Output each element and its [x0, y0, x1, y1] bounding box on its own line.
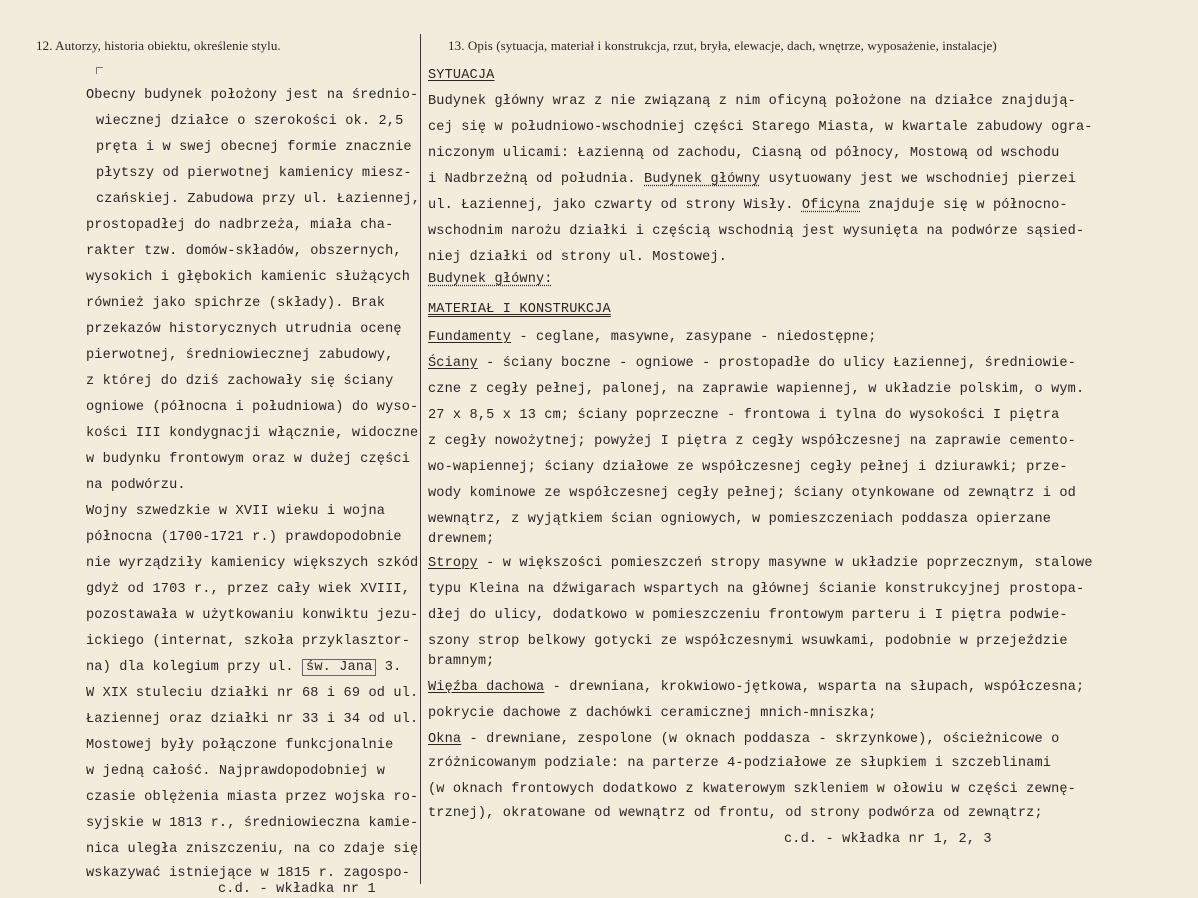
history-line: prostopadłej do nadbrzeża, miała cha-: [86, 218, 394, 233]
description-line: wschodnim narożu działki i częścią wschodnią jest wysunięta na podwórze sąsied-: [428, 224, 1085, 239]
history-line: północna (1700-1721 r.) prawdopodobnie: [86, 530, 402, 545]
description-line: 27 x 8,5 x 13 cm; ściany poprzeczne - frontowa i tylna do wysokości I piętra: [428, 408, 1060, 423]
material-heading: MATERIAŁ I KONSTRUKCJA: [428, 302, 611, 317]
description-line: czne z cegły pełnej, palonej, na zaprawie wapiennej, w układzie polskim, o wym.: [428, 382, 1085, 397]
history-line: Wojny szwedzkie w XVII wieku i wojna: [86, 504, 386, 519]
description-text-run: - drewniane, zespolone (w oknach poddasza - skrzynkowe), ościeżnicowe o: [469, 732, 1060, 747]
column-divider: [420, 34, 421, 884]
description-line: szony strop belkowy gotycki ze współczesnymi wsuwkami, podobnie w przejeździe: [428, 634, 1068, 649]
budynek-glowny-label: Budynek główny: [644, 172, 761, 187]
history-line: czasie oblężenia miasta przez wojska ro-: [86, 790, 419, 805]
description-text-run: usytuowany jest we wschodniej pierzei: [768, 172, 1077, 187]
description-text-run: i Nadbrzeżną od południa.: [428, 172, 636, 187]
history-line: kości III kondygnacji włącznie, widoczne: [86, 426, 419, 441]
history-line: syjskie w 1813 r., średniowieczna kamie-: [86, 816, 419, 831]
description-line: [428, 356, 1076, 372]
description-line: (w oknach frontowych dodatkowo z kwaterowym szkleniem w ołowiu w części zewnę-: [428, 782, 1076, 797]
description-line: niej działki od strony ul. Mostowej.: [428, 250, 728, 265]
history-line: gdyż od 1703 r., przez cały wiek XVIII,: [86, 582, 410, 597]
description-line: trznej), okratowane od wewnątrz od frontu, od strony podwórza od zewnątrz;: [428, 806, 1043, 821]
history-line: czańskiej. Zabudowa przy ul. Łaziennej,: [96, 192, 420, 207]
history-line: pozostawała w użytkowaniu konwiktu jezu-: [86, 608, 419, 623]
description-text-run: - ściany boczne - ogniowe - prostopadłe do ulicy Łaziennej, średniowie-: [486, 356, 1077, 371]
description-line: [428, 680, 1084, 696]
right-continuation-note: c.d. - wkładka nr 1, 2, 3: [784, 832, 992, 847]
history-line: z której do dziś zachowały się ściany: [86, 374, 394, 389]
description-line: wody kominowe ze współczesnej cegły pełnej; ściany otynkowane od zewnątrz i od: [428, 486, 1076, 501]
history-line: Mostowej były połączone funkcjonalnie: [86, 738, 394, 753]
fundamenty-label: Fundamenty: [428, 330, 512, 345]
description-line: z cegły nowożytnej; powyżej I piętra z cegły współczesnej na zaprawie cemento-: [428, 434, 1076, 449]
okna-label: Okna: [428, 732, 462, 747]
history-line: pręta i w swej obecnej formie znacznie: [96, 140, 412, 155]
stropy-label: Stropy: [428, 556, 478, 571]
history-line: płytszy od pierwotnej kamienicy miesz-: [96, 166, 412, 181]
history-line: w budynku frontowym oraz w dużej części: [86, 452, 410, 467]
description-text-run: znajduje się w północno-: [868, 198, 1068, 213]
left-continuation-note: c.d. - wkładka nr 1: [218, 882, 376, 897]
description-text-run: - w większości pomieszczeń stropy masywne w układzie poprzecznym, stalowe: [486, 556, 1093, 571]
history-line: również jako spichrze (składy). Brak: [86, 296, 386, 311]
description-line: [428, 732, 1059, 748]
oficyna-label: Oficyna: [801, 198, 861, 213]
description-line: Budynek główny wraz z nie związaną z nim oficyną położone na działce znajdują-: [428, 94, 1076, 109]
history-line-text: 3.: [384, 660, 402, 675]
description-line: dłej do ulicy, dodatkowo w pomieszczeniu frontowym parteru i I piętra podwie-: [428, 608, 1068, 623]
description-line: niczonym ulicami: Łazienną od zachodu, Ciasną od północy, Mostową od wschodu: [428, 146, 1060, 161]
section-12-header: 12. Autorzy, historia obiektu, określenie stylu.: [36, 38, 281, 53]
history-line: ickiego (internat, szkoła przyklasztor-: [86, 634, 410, 649]
history-line: wskazywać istniejące w 1815 r. zagospo-: [86, 866, 410, 881]
description-line: [428, 198, 1068, 214]
history-line: w jedną całość. Najprawdopodobniej w: [86, 764, 386, 779]
description-line: [428, 556, 1093, 572]
sciany-label: Ściany: [428, 356, 478, 371]
description-text-run: - drewniana, krokwiowo-jętkowa, wsparta na słupach, współczesna;: [552, 680, 1085, 695]
description-line: typu Kleina na dźwigarach wspartych na głównej ścianie konstrukcyjnej prostopa-: [428, 582, 1085, 597]
history-line: wiecznej działce o szerokości ok. 2,5: [96, 114, 404, 129]
wiezba-label: Więźba dachowa: [428, 680, 545, 695]
description-line: [428, 330, 877, 346]
budynek-glowny-heading: Budynek główny:: [428, 272, 553, 287]
description-line: cej się w południowo-wschodniej części Starego Miasta, w kwartale zabudowy ogra-: [428, 120, 1093, 135]
history-line: ogniowe (północna i południowa) do wyso-: [86, 400, 419, 415]
history-line: Obecny budynek położony jest na średnio-: [86, 88, 419, 103]
description-line: drewnem;: [428, 532, 495, 547]
history-line: W XIX stuleciu działki nr 68 i 69 od ul.: [86, 686, 419, 701]
description-line: pokrycie dachowe z dachówki ceramicznej mnich-mniszka;: [428, 706, 877, 721]
history-line: na podwórzu.: [86, 478, 186, 493]
description-line: wewnątrz, z wyjątkiem ścian ogniowych, w pomieszczeniach poddasza opierzane: [428, 512, 1052, 527]
description-text-run: ul. Łaziennej, jako czwarty od strony Wisły.: [428, 198, 794, 213]
description-line: zróżnicowanym podziale: na parterze 4-podziałowe ze słupkiem i szczeblinami: [428, 756, 1052, 771]
history-line: Łaziennej oraz działki nr 33 i 34 od ul.: [86, 712, 419, 727]
history-line: nie wyrządziły kamienicy większych szkód: [86, 556, 419, 571]
corner-mark: [96, 67, 103, 74]
history-line: wysokich i głębokich kamienic służących: [86, 270, 410, 285]
boxed-street-name: św. Jana: [302, 659, 376, 676]
history-line: rakter tzw. domów-składów, obszernych,: [86, 244, 402, 259]
section-13-header: 13. Opis (sytuacja, materiał i konstrukcja, rzut, bryła, elewacje, dach, wnętrze, wyposażenie, instalacje): [448, 38, 997, 53]
description-line: [428, 172, 1076, 188]
description-line: bramnym;: [428, 654, 495, 669]
history-line: przekazów historycznych utrudnia ocenę: [86, 322, 402, 337]
description-line: wo-wapiennej; ściany działowe ze współczesnej cegły pełnej i dziurawki; prze-: [428, 460, 1068, 475]
description-text-run: - ceglane, masywne, zasypane - niedostępne;: [519, 330, 877, 345]
history-line: [86, 660, 401, 676]
history-line-text: na) dla kolegium przy ul.: [86, 660, 294, 675]
history-line: pierwotnej, średniowiecznej zabudowy,: [86, 348, 394, 363]
history-line: nica uległa zniszczeniu, na co zdaje się: [86, 842, 419, 857]
sytuacja-heading: SYTUACJA: [428, 68, 495, 83]
